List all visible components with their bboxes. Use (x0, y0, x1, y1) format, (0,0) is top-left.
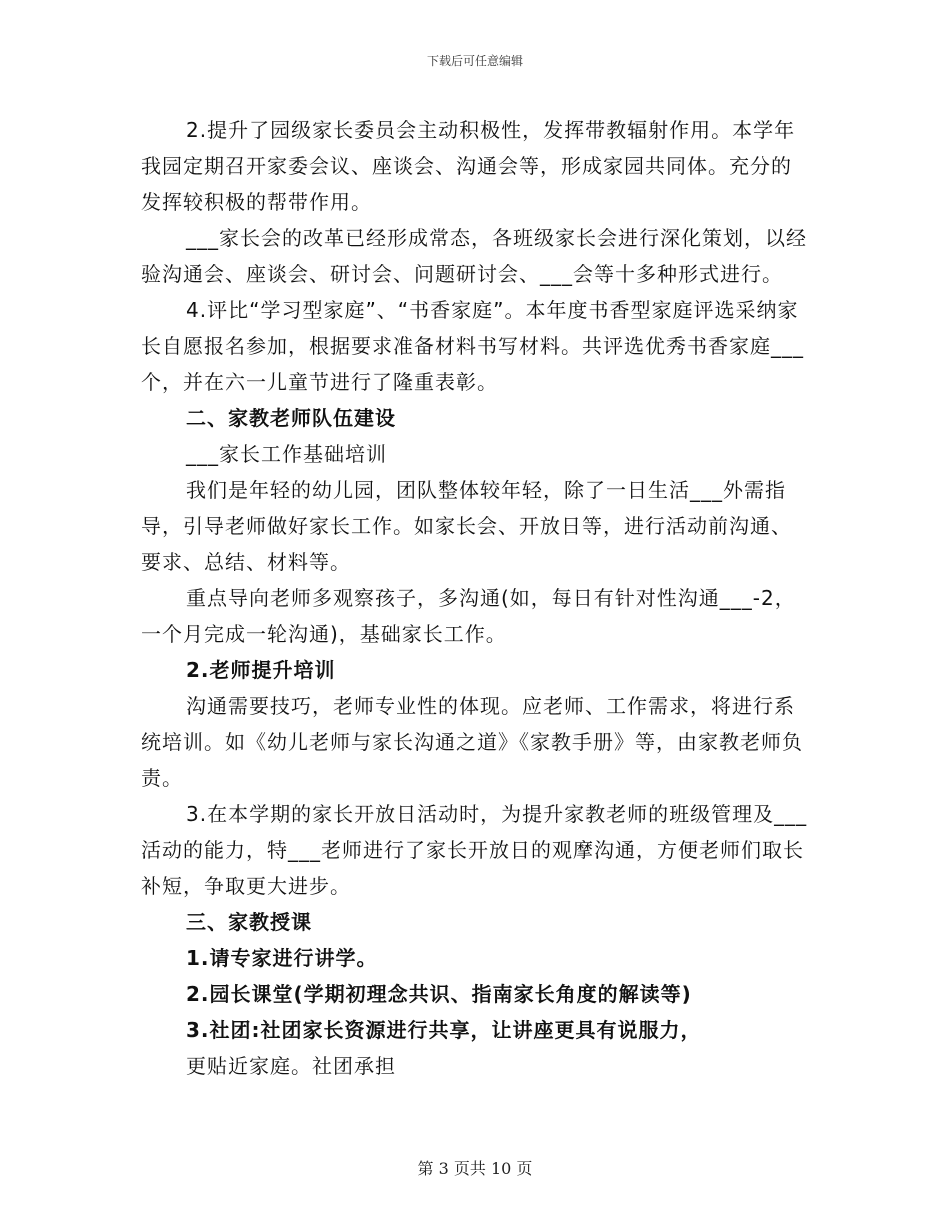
paragraph-6: 沟通需要技巧，老师专业性的体现。应老师、工作需求，将进行系统培训。如《幼儿老师与家长沟通之道》《家教手册》等，由家教老师负责。 (141, 694, 803, 790)
document-body (141, 112, 809, 1084)
paragraph-4: 我们是年轻的幼儿园，团队整体较年轻，除了一日生活___外需指导，引导老师做好家长工作。如家长会、开放日等，进行活动前沟通、要求、总结、材料等。 (141, 478, 792, 574)
subheading-basic-training: ___家长工作基础培训 (186, 442, 387, 466)
paragraph-3: 4.评比“学习型家庭”、“书香家庭”。本年度书香型家庭评选采纳家长自愿报名参加，根据要求准备材料书写材料。共评选优秀书香家庭___个，并在六一儿童节进行了隆重表彰。 (141, 298, 804, 394)
section-heading-2: 二、家教老师队伍建设 (186, 406, 396, 430)
list-item-1: 1.请专家进行讲学。 (186, 946, 378, 970)
paragraph-8: 更贴近家庭。社团承担 (186, 1054, 396, 1078)
paragraph-7: 3.在本学期的家长开放日活动时，为提升家教老师的班级管理及___活动的能力，特___老师进行了家长开放日的观摩沟通，方便老师们取长补短，争取更大进步。 (141, 802, 808, 898)
list-item-3: 3.社团:社团家长资源进行共享，让讲座更具有说服力， (186, 1018, 702, 1042)
paragraph-2: ___家长会的改革已经形成常态，各班级家长会进行深化策划，以经验沟通会、座谈会、研讨会、问题研讨会、___会等十多种形式进行。 (141, 226, 807, 286)
page-footer: 第 3 页共 10 页 (417, 1159, 533, 1178)
list-item-2: 2.园长课堂(学期初理念共识、指南家长角度的解读等) (186, 982, 692, 1006)
page-header: 下载后可任意编辑 (426, 54, 523, 68)
paragraph-1: 2.提升了园级家长委员会主动积极性，发挥带教辐射作用。本学年我园定期召开家委会议、座谈会、沟通会等，形成家园共同体。充分的发挥较积极的帮带作用。 (141, 118, 796, 214)
subheading-teacher-training: 2.老师提升培训 (186, 658, 336, 682)
paragraph-5: 重点导向老师多观察孩子，多沟通(如，每日有针对性沟通___-2，一个月完成一轮沟通)，基础家长工作。 (141, 586, 796, 646)
section-heading-3: 三、家教授课 (186, 910, 312, 934)
